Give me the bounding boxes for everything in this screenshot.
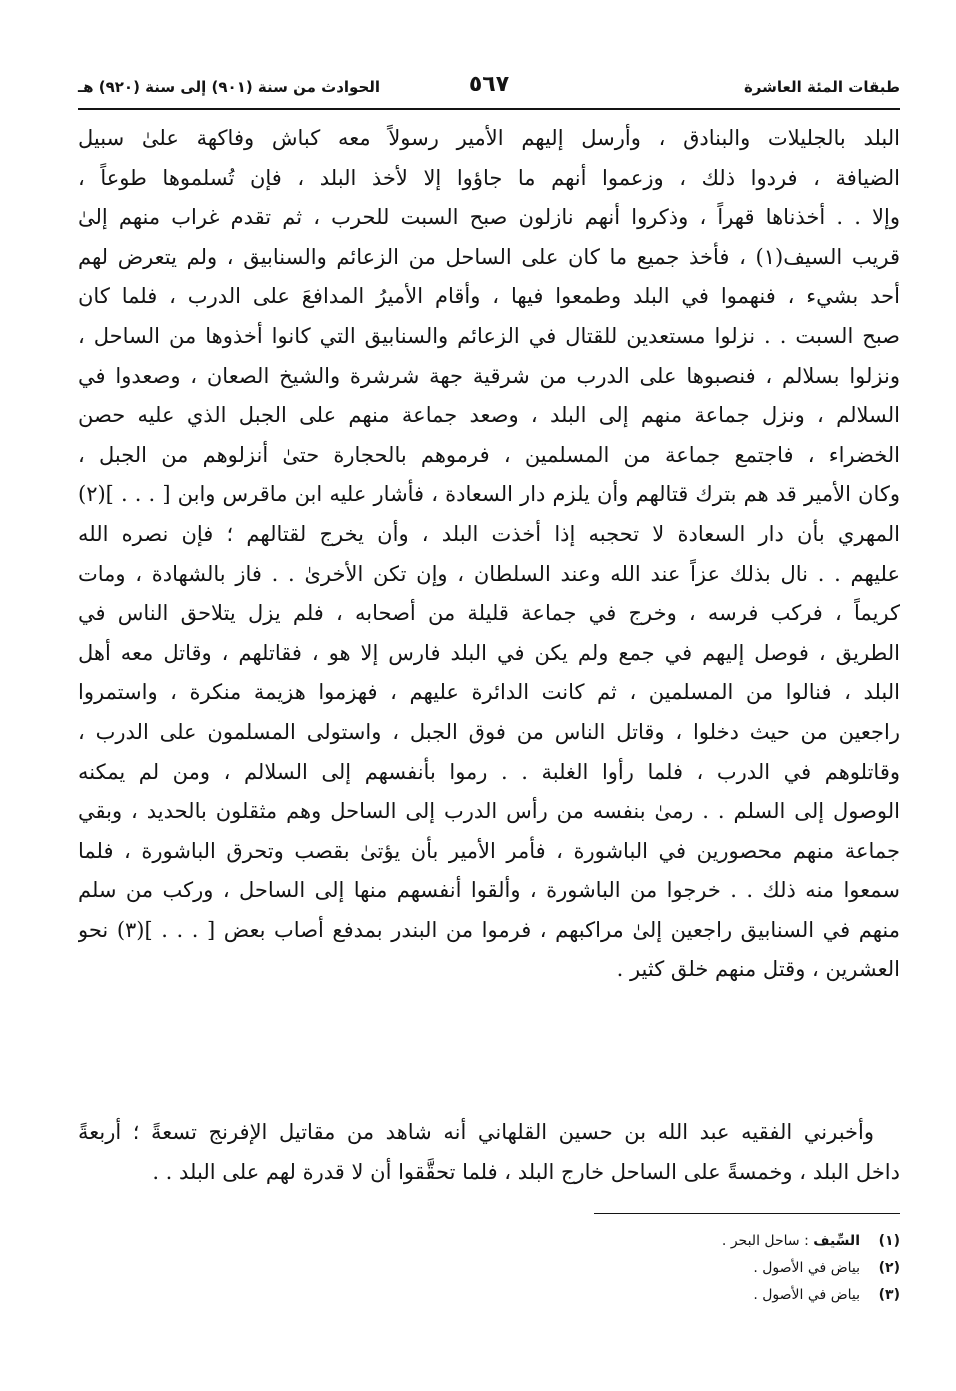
footnote <box>400 1255 900 1282</box>
footnote-number: (٢) <box>878 1260 900 1276</box>
paragraph-2 <box>78 1113 900 1192</box>
text-line: وأخبرني الفقيه عبد الله بن حسين القلهاني أنه شاهد من مقاتيل الإفرنج تسعةً ؛ أربعةً <box>78 1120 874 1144</box>
footnote-text: بياض في الأصول . <box>753 1287 860 1303</box>
footnote-rule <box>594 1213 900 1214</box>
text-line: الطريق ، فوصل إليهم في جمع ولم يكن في البلد فارس إلا هو ، فقاتلهم ، وقاتل معه أهل <box>78 640 900 665</box>
footnote-text: بياض في الأصول . <box>753 1260 860 1276</box>
text-line: راجعين من حيث دخلوا ، وقاتل الناس من فوق الجبل ، واستولى المسلمون على الدرب ، <box>78 719 900 744</box>
text-line: السلالم ، ونزل جماعة منهم إلى البلد ، وصعد جماعة منهم على الجبل الذي عليه حصن <box>78 403 900 428</box>
text-line: وإلا . . أخذناها قهراً ، وذكروا أنهم نازلون صبح السبت للحرب ، ثم تقدم غراب منهم إلىٰ <box>78 205 900 230</box>
text-line: قريب السيف(١) ، فأخذ جميع ما كان على الساحل من الزعائم والسنابيق ، ولم يتعرض لهم <box>78 244 900 269</box>
text-line: الخضراء ، فاجتمع جماعة من المسلمين ، فرموهم بالحجارة حتىٰ أنزلوهم من الجبل ، <box>78 442 900 467</box>
text-line: سمعوا منه ذلك . . خرجوا من الباشورة ، وألقوا أنفسهم منها إلى الساحل ، وركب من سلم <box>78 878 900 903</box>
text-line: كريماً ، فركب فرسه ، وخرج في جماعة قليلة من أصحابه ، فلم يزل يتلاحق الناس في <box>78 601 900 626</box>
paragraph-1 <box>78 119 900 990</box>
text-line: صبح السبت . . نزلوا مستعدين للقتال في الزعائم والسنابيق التي كانوا أخذوها من الساحل ، <box>78 323 900 348</box>
text-line: المهري بأن دار السعادة لا تحجبه إذا أخذت البلد ، وأن يخرج لقتالهم ؛ فإن نصره الله <box>78 521 900 546</box>
footnote-text: : ساحل البحر . <box>721 1233 814 1249</box>
footnote <box>400 1282 900 1309</box>
text-line: أحد بشيء ، فنهموا في البلد وطمعوا فيها ، وأقام الأميرُ المدافعَ على الدرب ، فلما كان <box>78 284 900 309</box>
footnote-term: السِّيف <box>813 1233 860 1249</box>
text-line: ونزلوا بسلالم ، فنصبوها على الدرب من شرقية جهة شرشرة والشيخ الصعان ، وصعدوا في <box>78 363 900 388</box>
text-line: جماعة منهم محصورين في الباشورة ، فأمر الأمير بأن يؤتىٰ بقصب وتحرق الباشورة ، فلما <box>78 838 900 863</box>
text-line: وكان الأمير قد هم بترك قتالهم وأن يلزم دار السعادة ، فأشار عليه ابن ماقرس وابن [ . . . ](٢) <box>78 482 900 507</box>
footnote-number: (١) <box>878 1233 900 1249</box>
text-line: وقاتلوهم في الدرب ، فلما رأوا الغلبة . . رموا بأنفسهم إلى السلالم ، ومن لم يمكنه <box>78 759 900 784</box>
text-line: الوصول إلى السلم . . رمىٰ بنفسه من رأس الدرب إلى الساحل وهم مثقلون بالحديد ، وبقي <box>78 799 900 824</box>
running-header <box>78 72 900 106</box>
text-line: داخل البلد ، وخمسةً على الساحل خارج البلد ، فلما تحقَّقوا أن لا قدرة لهم على البلد . . <box>152 1159 900 1184</box>
text-line: العشرين ، وقتل منهم خلق كثير . <box>616 957 900 982</box>
header-section-title: الحوادث من سنة (٩٠١) إلى سنة (٩٢٠) هـ <box>78 78 381 96</box>
footnote-number: (٣) <box>878 1287 900 1303</box>
text-line: منهم في السنابيق راجعين إلىٰ مراكبهم ، فرموا من البندر بمدفع أصاب بعض [ . . . ](٣) نحو <box>78 917 900 942</box>
header-book-title: طبقات المئة العاشرة <box>743 78 900 96</box>
page-number: ٥٦٧ <box>468 72 510 97</box>
footnote <box>400 1228 900 1255</box>
header-rule <box>78 108 900 110</box>
footnotes <box>400 1228 900 1309</box>
text-line: عليهم . . نال بذلك عزاً عند الله وعند السلطان ، وإن تكن الأخرىٰ . . فاز بالشهادة ، ومات <box>78 561 900 586</box>
text-line: البلد ، فنالوا من المسلمين ، ثم كانت الدائرة عليهم ، فهزموا هزيمة منكرة ، واستمروا <box>78 680 900 705</box>
text-line: البلد بالجليلات والبنادق ، وأرسل إليهم الأمير رسولاً معه كباش وفاكهة علىٰ سبيل <box>78 126 900 150</box>
text-line: الضيافة ، فردوا ذلك ، وزعموا أنهم ما جاؤوا إلا لأخذ البلد ، فإن تُسلموها طوعاً ، <box>78 165 900 190</box>
